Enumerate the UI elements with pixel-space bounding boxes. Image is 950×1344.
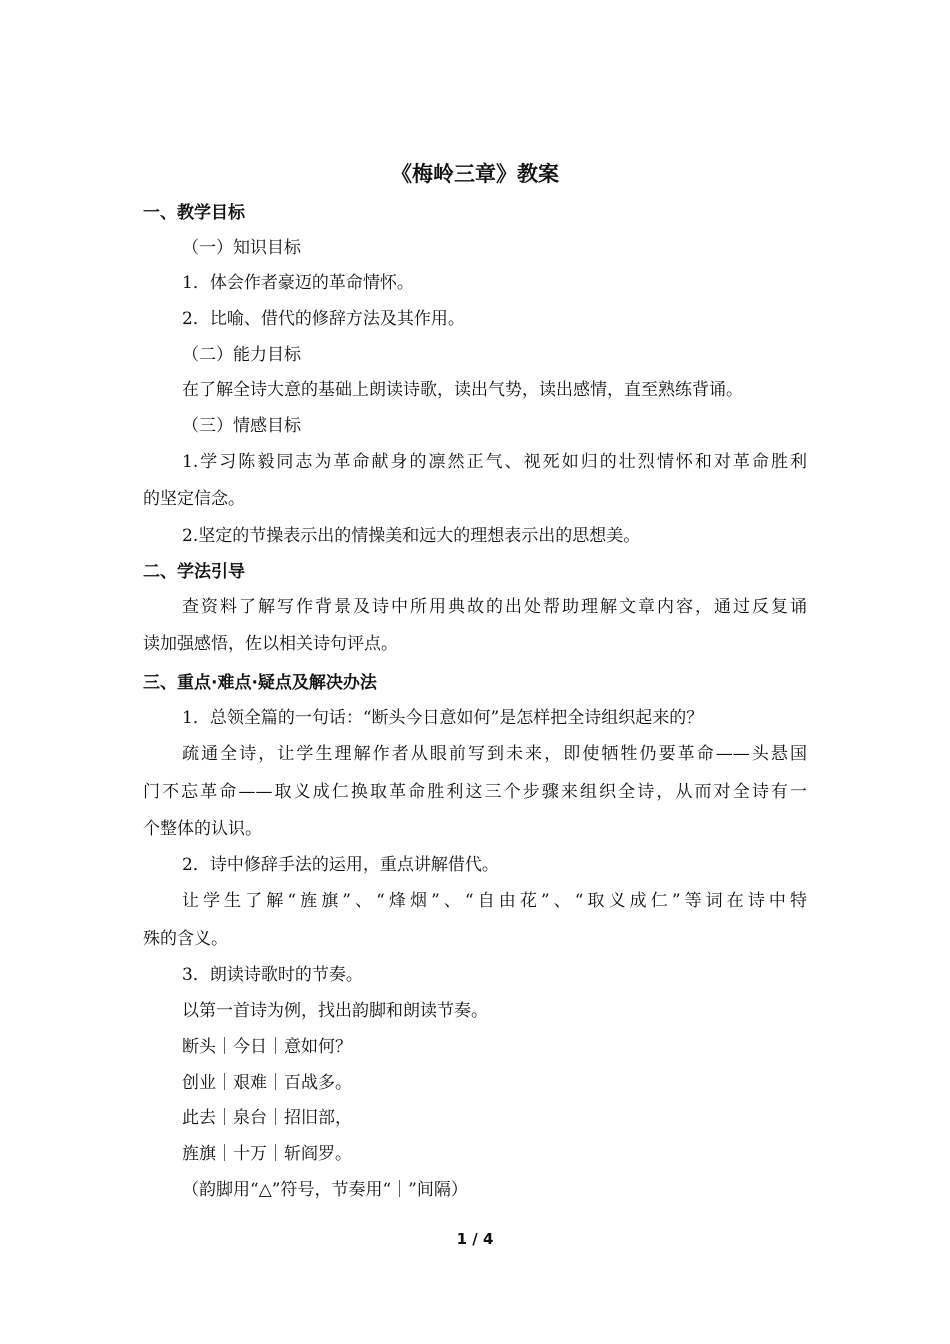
paragraph: 3．朗读诗歌时的节奏。	[182, 965, 363, 985]
paragraph-line: 查资料了解写作背景及诗中所用典故的出处帮助理解文章内容，通过反复诵	[182, 597, 807, 617]
document-title: 《梅岭三章》教案	[391, 162, 559, 186]
annotation-note: （韵脚用“△”符号，节奏用“｜”间隔）	[182, 1180, 468, 1200]
paragraph: 1．总领全篇的一句话：“断头今日意如何”是怎样把全诗组织起来的？	[182, 708, 704, 728]
paragraph-line: 读加强感悟，佐以相关诗句评点。	[143, 634, 398, 654]
paragraph-line: 殊的含义。	[143, 929, 228, 949]
poem-line: 创业｜艰难｜百战多。	[182, 1073, 352, 1093]
subheading-knowledge-goals: （一）知识目标	[182, 238, 301, 258]
paragraph-line: 个整体的认识。	[143, 819, 262, 839]
paragraph-line: 疏通全诗，让学生理解作者从眼前写到未来，即使牺牲仍要革命——头悬国	[182, 744, 807, 764]
paragraph: 在了解全诗大意的基础上朗读诗歌，读出气势，读出感情，直至熟练背诵。	[182, 380, 743, 400]
paragraph-line: 门不忘革命——取义成仁换取革命胜利这三个步骤来组织全诗，从而对全诗有一	[143, 782, 807, 802]
poem-line: 断头｜今日｜意如何？	[182, 1037, 352, 1057]
paragraph-line: 的坚定信念。	[143, 489, 245, 509]
section-heading-key-points: 三、重点·难点·疑点及解决办法	[143, 673, 377, 693]
paragraph-line: 1.学习陈毅同志为革命献身的凛然正气、视死如归的壮烈情怀和对革命胜利	[182, 452, 807, 472]
section-heading-study-methods: 二、学法引导	[143, 562, 245, 582]
paragraph: 2．比喻、借代的修辞方法及其作用。	[182, 309, 465, 329]
paragraph: 2.坚定的节操表示出的情操美和远大的理想表示出的思想美。	[182, 526, 641, 546]
paragraph: 1．体会作者豪迈的革命情怀。	[182, 273, 414, 293]
page-number: 1 / 4	[456, 1230, 494, 1248]
subheading-emotional-goals: （三）情感目标	[182, 416, 301, 436]
subheading-ability-goals: （二）能力目标	[182, 345, 301, 365]
paragraph: 2．诗中修辞手法的运用，重点讲解借代。	[182, 855, 499, 875]
section-heading-teaching-goals: 一、教学目标	[143, 203, 245, 223]
poem-line: 此去｜泉台｜招旧部，	[182, 1108, 352, 1128]
paragraph-line: 让学生了解“旌旗”、“烽烟”、“自由花”、“取义成仁”等词在诗中特	[182, 891, 807, 911]
paragraph: 以第一首诗为例，找出韵脚和朗读节奏。	[182, 1001, 488, 1021]
poem-line: 旌旗｜十万｜斩阎罗。	[182, 1144, 352, 1164]
